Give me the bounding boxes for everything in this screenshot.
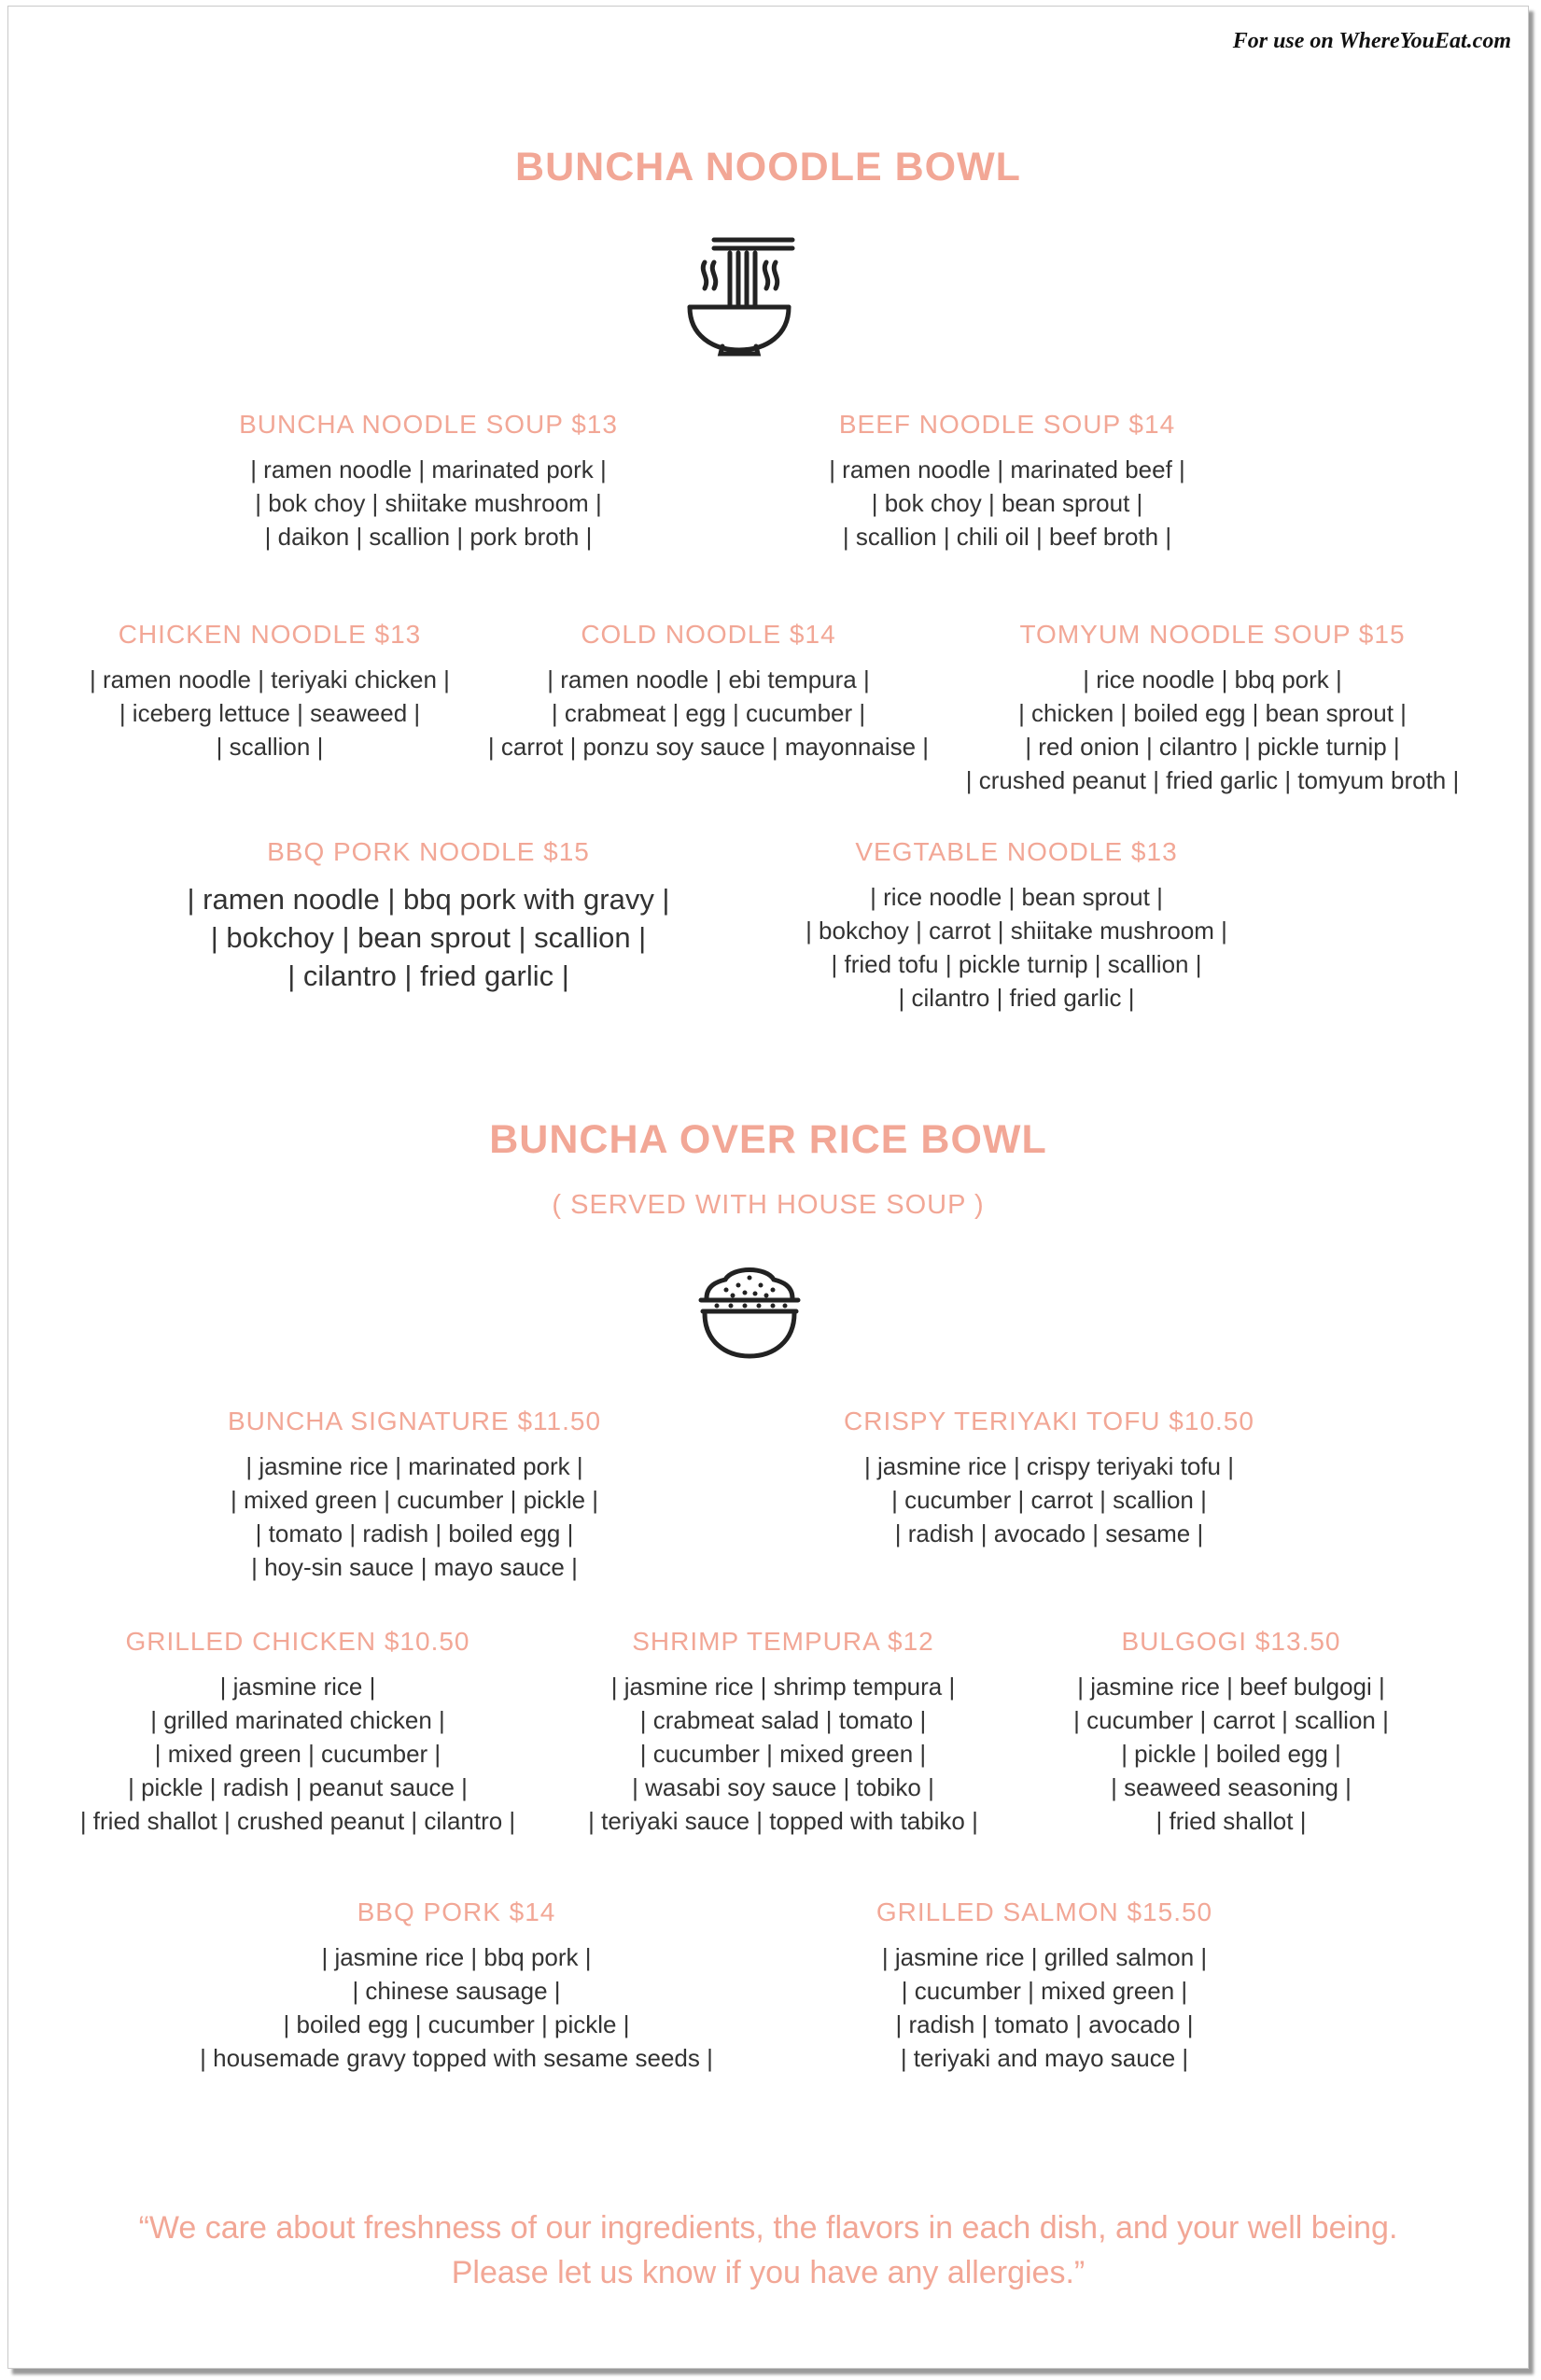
- item-line: | bokchoy | bean sprout | scallion |: [210, 921, 647, 954]
- item-title: SHRIMP TEMPURA $12: [632, 1627, 934, 1656]
- menu-item: [232, 410, 624, 553]
- rice-bowl-icon: [693, 1257, 806, 1366]
- item-line: | ramen noodle | ebi tempura |: [547, 665, 870, 693]
- item-line: | cucumber | mixed green |: [639, 1740, 927, 1768]
- menu-page: [7, 6, 1529, 2369]
- menu-item: [792, 837, 1240, 1015]
- menu-item: [223, 1407, 606, 1584]
- menu-item: [64, 620, 475, 763]
- item-line: | jasmine rice | beef bulgogi |: [1077, 1673, 1385, 1701]
- item-line: | fried tofu | pickle turnip | scallion |: [831, 950, 1202, 978]
- item-line: | teriyaki sauce | topped with tabiko |: [588, 1807, 978, 1835]
- item-line: | cucumber | mixed green |: [901, 1977, 1188, 2005]
- menu-item: [830, 1407, 1268, 1550]
- item-line: | daikon | scallion | pork broth |: [264, 523, 593, 551]
- item-line: | cilantro | fried garlic |: [898, 984, 1135, 1012]
- quote-line-1: “We care about freshness of our ingredients, the flavors in each dish, and your well being.: [138, 2210, 1398, 2246]
- item-line: | carrot | ponzu soy sauce | mayonnaise |: [487, 733, 930, 761]
- item-title: BEEF NOODLE SOUP $14: [838, 410, 1176, 439]
- item-line: | scallion |: [216, 733, 324, 761]
- item-title: COLD NOODLE $14: [581, 620, 836, 649]
- item-line: | radish | tomato | avocado |: [895, 2010, 1194, 2038]
- menu-item: [839, 1897, 1250, 2075]
- menu-item: [64, 1627, 531, 1838]
- menu-item: [951, 620, 1474, 797]
- item-line: | hoy-sin sauce | mayo sauce |: [251, 1553, 578, 1581]
- item-line: | rice noodle | bbq pork |: [1083, 665, 1342, 693]
- item-title: GRILLED CHICKEN $10.50: [125, 1627, 470, 1656]
- item-line: | cucumber | carrot | scallion |: [1073, 1706, 1389, 1734]
- item-line: | scallion | chili oil | beef broth |: [842, 523, 1172, 551]
- item-line: | crushed peanut | fried garlic | tomyum broth |: [965, 766, 1460, 794]
- item-line: | tomato | radish | boiled egg |: [255, 1519, 574, 1547]
- menu-item: [195, 1897, 718, 2075]
- item-title: BUNCHA NOODLE SOUP $13: [239, 410, 618, 439]
- menu-item: [811, 410, 1203, 553]
- menu-item: [176, 837, 680, 995]
- item-line: | ramen noodle | marinated pork |: [250, 455, 607, 483]
- item-title: BUNCHA SIGNATURE $11.50: [227, 1407, 602, 1435]
- rice-section-subtitle: ( SERVED WITH HOUSE SOUP ): [552, 1190, 985, 1220]
- item-line: | boiled egg | cucumber | pickle |: [283, 2010, 630, 2038]
- item-line: | mixed green | cucumber |: [154, 1740, 441, 1768]
- item-line: | jasmine rice | shrimp tempura |: [610, 1673, 956, 1701]
- item-line: | grilled marinated chicken |: [150, 1706, 445, 1734]
- item-line: | ramen noodle | marinated beef |: [829, 455, 1185, 483]
- item-line: | jasmine rice |: [219, 1673, 376, 1701]
- item-line: | red onion | cilantro | pickle turnip |: [1025, 733, 1400, 761]
- noodle-bowl-icon: [679, 231, 800, 361]
- item-title: CHICKEN NOODLE $13: [118, 620, 422, 649]
- item-line: | iceberg lettuce | seaweed |: [119, 699, 421, 727]
- item-line: | fried shallot |: [1156, 1807, 1307, 1835]
- item-title: BBQ PORK $14: [357, 1897, 556, 1926]
- item-line: | housemade gravy topped with sesame seeds |: [200, 2044, 713, 2072]
- item-line: | mixed green | cucumber | pickle |: [230, 1486, 599, 1514]
- menu-item: [554, 1627, 1012, 1838]
- item-line: | rice noodle | bean sprout |: [870, 883, 1163, 911]
- quote-line-2: Please let us know if you have any allergies.”: [451, 2255, 1086, 2290]
- item-line: | radish | avocado | sesame |: [894, 1519, 1204, 1547]
- item-line: | ramen noodle | teriyaki chicken |: [90, 665, 450, 693]
- item-line: | chinese sausage |: [352, 1977, 561, 2005]
- item-line: | teriyaki and mayo sauce |: [900, 2044, 1189, 2072]
- item-line: | bok choy | bean sprout |: [871, 489, 1143, 517]
- item-line: | seaweed seasoning |: [1111, 1773, 1352, 1801]
- item-line: | chicken | boiled egg | bean sprout |: [1018, 699, 1407, 727]
- item-line: | cucumber | carrot | scallion |: [891, 1486, 1207, 1514]
- item-line: | ramen noodle | bbq pork with gravy |: [187, 883, 670, 916]
- item-line: | jasmine rice | crispy teriyaki tofu |: [864, 1452, 1234, 1480]
- item-line: | jasmine rice | marinated pork |: [245, 1452, 583, 1480]
- item-title: GRILLED SALMON $15.50: [876, 1897, 1213, 1926]
- item-line: | crabmeat | egg | cucumber |: [551, 699, 866, 727]
- item-line: | cilantro | fried garlic |: [287, 959, 569, 992]
- watermark: For use on WhereYouEat.com: [1232, 29, 1511, 53]
- menu-item: [480, 620, 937, 763]
- footer-quote: [8, 2205, 1528, 2295]
- item-title: VEGTABLE NOODLE $13: [855, 837, 1178, 866]
- item-title: BULGOGI $13.50: [1121, 1627, 1341, 1656]
- item-line: | pickle | radish | peanut sauce |: [128, 1773, 468, 1801]
- item-title: BBQ PORK NOODLE $15: [267, 837, 590, 866]
- item-line: | crabmeat salad | tomato |: [639, 1706, 927, 1734]
- menu-item: [1035, 1627, 1427, 1838]
- item-title: TOMYUM NOODLE SOUP $15: [1019, 620, 1406, 649]
- item-line: | bokchoy | carrot | shiitake mushroom |: [806, 917, 1227, 945]
- item-line: | jasmine rice | grilled salmon |: [881, 1943, 1208, 1971]
- item-line: | jasmine rice | bbq pork |: [321, 1943, 592, 1971]
- rice-section-title: BUNCHA OVER RICE BOWL: [489, 1117, 1047, 1162]
- item-title: CRISPY TERIYAKI TOFU $10.50: [844, 1407, 1254, 1435]
- item-line: | pickle | boiled egg |: [1121, 1740, 1341, 1768]
- item-line: | bok choy | shiitake mushroom |: [255, 489, 602, 517]
- noodle-section-title: BUNCHA NOODLE BOWL: [515, 145, 1021, 189]
- item-line: | wasabi soy sauce | tobiko |: [632, 1773, 934, 1801]
- item-line: | fried shallot | crushed peanut | cilantro |: [79, 1807, 516, 1835]
